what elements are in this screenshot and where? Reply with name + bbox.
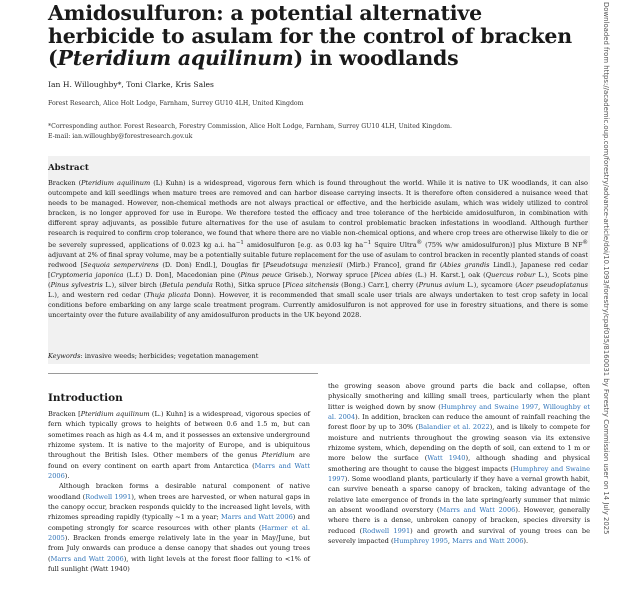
download-sidebar — [600, 2, 614, 598]
citation-link[interactable]: Willoughby et al. 2004 — [328, 402, 590, 422]
citation-link[interactable]: Harmer et al. 2005 — [48, 523, 310, 543]
citation-link[interactable]: Rodwell 1991 — [85, 492, 132, 501]
intro-paragraph-1: Bracken [Pteridium aquilinum (L.) Kuhn] is a widespread, vigorous species of fern which typically grows to heights of between 0.6 and 1.5 m, but can sometimes reach as high as 4.4 m, and it possesses an extensive underground rhizome system. It is native to the majority of Europe, and is ubiquitous throughout the British Isles. Other members of the genus Pteridium are found on every continent on earth apart from Antarctica (Marrs and Watt 2006). — [48, 410, 310, 481]
citation-link[interactable]: Marrs and Watt 2006 — [439, 506, 516, 515]
intro-heading: Introduction — [48, 392, 123, 404]
keywords-label: Keywords — [48, 352, 81, 360]
section-divider — [48, 373, 318, 374]
citation-link[interactable]: Marrs and Watt 2006 — [48, 461, 310, 481]
title-part-1: Amidosulfuron: a potential alternative herbicide to asulam for the control of bracken ( — [48, 1, 572, 70]
article-title — [48, 2, 593, 70]
corresponding-author: *Corresponding author. Forest Research, Forestry Commission, Alice Holt Lodge, Farnham, Surrey GU10 4LH, United Kingdom. — [48, 123, 452, 130]
download-notice: Downloaded from https://academic.oup.com/forestry/advance-article/doi/10.1093/forestry/cpaf035/8160031 by Forestry Commission user on 14 July 2025 — [602, 2, 610, 535]
keywords — [48, 352, 258, 360]
citation-link[interactable]: Rodwell 1991 — [362, 526, 411, 535]
affiliation: Forest Research, Alice Holt Lodge, Farnham, Surrey GU10 4LH, United Kingdom — [48, 100, 304, 107]
abstract-heading: Abstract — [48, 163, 89, 173]
citation-link[interactable]: Marrs and Watt 2006 — [221, 513, 293, 522]
correspondence — [48, 122, 452, 141]
citation-link[interactable]: Humphrey and Swaine 1997 — [328, 464, 590, 484]
citation-link[interactable]: Humphrey and Swaine 1997 — [440, 402, 539, 411]
citation-link[interactable]: Marrs and Watt 2006 — [452, 537, 524, 546]
authors: Ian H. Willoughby*, Toni Clarke, Kris Sales — [48, 80, 214, 89]
abstract-body: Bracken (Pteridium aquilinum (L) Kuhn) is a widespread, vigorous fern which is found throughout the world. While it is native to UK woodlands, it can also outcompete and kill seedlings when mature trees are removed and can harbor disease carrying insects. It is therefore often considered a nuisance weed that needs to be managed. However, non-chemical methods are not always practical or effective, and the herbicide asulam, which was widely utilized to control bracken, is no longer approved for use in Europe. We therefore tested the efficacy and tree tolerance of the herbicide amidosulfuron, in combination with different spray adjuvants, as possible future alternatives for the use of asulam to control problematic bracken infestations in woodland. Although further research is required to confirm crop tolerance, we found that where there are no viable non-chemical options, and where crop trees are otherwise likely to die or be severely supressed, applications of 0.023 kg a.i. $ha^{-1}$ amidosulfuron [e.g. as 0.03 kg $ha^{-1}$ Squire Ultra® (75% w/w amidosulfuron)] plus Mixture B NF® adjuvant at 2% of final spray volume, may be a potentially suitable future replacement for the use of asulam to control bracken in recently planted stands of coast redwood [Sequoia sempervirens (D. Don) Endl.], Douglas fir [Pseudotsuga menziesii (Mirb.) Franco], grand fir (Abies grandis Lindl.), Japanese red cedar [Cryptomeria japonica (L.f.) D. Don], Macedonian pine (Pinus peuce Griseb.), Norway spruce [Picea abies (L.) H. Karst.], oak (Quercus robur L.), Scots pine (Pinus sylvestris L.), silver birch (Betula pendula Roth), Sitka spruce [Picea sitchensis (Bong.) Carr.], cherry (Prunus avium L.), sycamore (Acer pseudoplatanus L.), and western red cedar (Thuja plicata Donn). However, it is recommended that small scale user trials are always undertaken to test crop safety in local conditions before embarking on any large scale treatment program. Currently amidosulfuron is not approved for use in forestry situations, and there is some uncertainty over the future availability of any amidosulfuron products in the UK beyond 2028. — [48, 179, 589, 319]
citation-link[interactable]: Watt 1940 — [427, 454, 466, 463]
intro-paragraph-continued: the growing season above ground parts die back and collapse, often physically smothering and killing small trees, particularly when the plant litter is weighed down by snow (Humphrey and Swaine 1997, Willoughby et al. 2004). In addition, bracken can reduce the amount of rainfall reaching the forest floor by up to 30% (Balandier et al. 2022), and is likely to compete for moisture and nutrients throughout the growing season via its extensive rhizome system, which, depending on the depth of soil, can extend to 1 m or more below the surface (Watt 1940), although shading and physical smothering are thought to cause the biggest impacts (Humphrey and Swaine 1997). Some woodland plants, particularly if they have a vernal growth habit, can survive beneath a sparse canopy of bracken, taking advantage of the relative late emergence of fronds in the late spring/early summer that mimic an absent woodland overstory (Marrs and Watt 2006). However, generally where there is a dense, unbroken canopy of bracken, species diversity is reduced (Rodwell 1991) and growth and survival of young trees can be severely impacted (Humphrey 1995, Marrs and Watt 2006). — [328, 382, 590, 546]
citation-link[interactable]: Humphrey 1995 — [393, 537, 448, 546]
title-part-species: Pteridium aquilinum — [57, 46, 294, 70]
email-line: E-mail: ian.willoughby@forestresearch.gov.uk — [48, 132, 193, 140]
right-column — [328, 381, 590, 547]
keywords-text: : invasive weeds; herbicides; vegetation management — [80, 352, 259, 360]
citation-link[interactable]: Balandier et al. 2022 — [418, 423, 490, 432]
intro-paragraph-2: Although bracken forms a desirable natural component of native woodland (Rodwell 1991), when trees are harvested, or when natural gaps in the canopy occur, bracken responds quickly to the increased light levels, with rhizomes spreading rapidly (typically ~1 m a year; Marrs and Watt 2006) and competing strongly for scarce resources with other plants (Harmer et al. 2005). Bracken fronds emerge relatively late in the year in May/June, but from July onwards can produce a dense canopy that shades out young trees (Marrs and Watt 2006), with light levels at the forest floor falling to <1% of full sunlight (Watt 1940) — [48, 482, 310, 574]
citation-link[interactable]: Marrs and Watt 2006 — [50, 554, 124, 563]
left-column — [48, 409, 310, 575]
title-part-3: ) in woodlands — [293, 46, 459, 70]
